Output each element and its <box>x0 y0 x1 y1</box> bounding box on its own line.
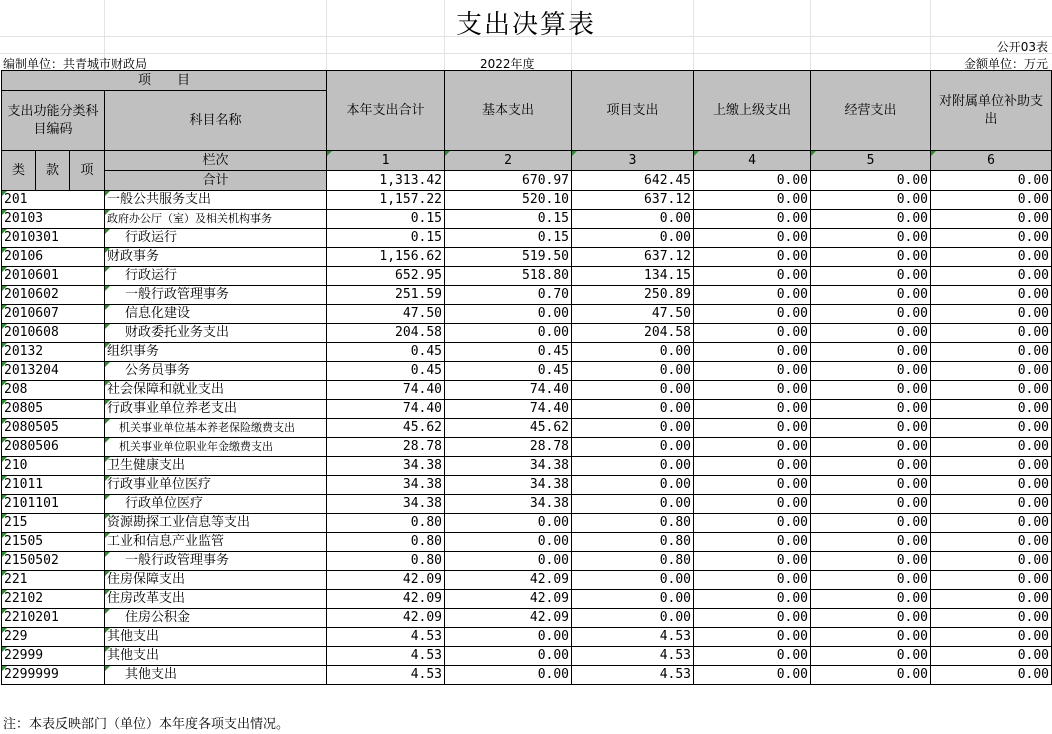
function-code-cell: 2010608 <box>2 324 105 343</box>
amount-cell: 1,157.22 <box>327 191 445 210</box>
amount-cell: 0.00 <box>811 191 931 210</box>
total-value: 1,313.42 <box>327 171 445 191</box>
form-code: 公开03表 <box>996 40 1048 54</box>
amount-cell: 42.09 <box>445 590 572 609</box>
header-col-project: 项目支出 <box>572 71 694 151</box>
table-row <box>2 571 1052 590</box>
column-number: 1 <box>327 151 445 171</box>
function-code-cell: 20805 <box>2 400 105 419</box>
table-row <box>2 419 1052 438</box>
amount-cell: 0.00 <box>694 229 811 248</box>
amount-cell: 0.45 <box>445 343 572 362</box>
amount-cell: 28.78 <box>327 438 445 457</box>
amount-cell: 0.00 <box>572 457 694 476</box>
table-row <box>2 590 1052 609</box>
function-code-cell: 22999 <box>2 647 105 666</box>
amount-cell: 0.00 <box>694 419 811 438</box>
amount-cell: 0.00 <box>694 267 811 286</box>
table-row <box>2 400 1052 419</box>
amount-cell: 0.00 <box>694 609 811 628</box>
total-value: 642.45 <box>572 171 694 191</box>
fiscal-year: 2022年度 <box>480 57 535 71</box>
amount-cell: 4.53 <box>572 666 694 685</box>
subject-name-cell: 住房改革支出 <box>105 590 327 609</box>
amount-cell: 0.00 <box>931 191 1052 210</box>
amount-cell: 0.00 <box>694 343 811 362</box>
table-row <box>2 324 1052 343</box>
amount-cell: 0.00 <box>811 514 931 533</box>
header-func-code: 支出功能分类科目编码 <box>2 91 105 151</box>
amount-cell: 0.00 <box>811 571 931 590</box>
amount-cell: 0.00 <box>931 609 1052 628</box>
amount-cell: 637.12 <box>572 248 694 267</box>
subject-name-cell: 一般行政管理事务 <box>105 286 327 305</box>
table-row <box>2 286 1052 305</box>
function-code-cell: 2150502 <box>2 552 105 571</box>
amount-cell: 0.00 <box>572 495 694 514</box>
subject-name-cell: 其他支出 <box>105 647 327 666</box>
amount-cell: 0.00 <box>811 362 931 381</box>
amount-cell: 0.00 <box>445 305 572 324</box>
table-body <box>2 191 1052 685</box>
function-code-cell: 2010602 <box>2 286 105 305</box>
subject-name-cell: 信息化建设 <box>105 305 327 324</box>
amount-cell: 0.00 <box>811 609 931 628</box>
amount-cell: 74.40 <box>327 400 445 419</box>
function-code-cell: 2010607 <box>2 305 105 324</box>
amount-cell: 0.00 <box>811 229 931 248</box>
subject-name-cell: 公务员事务 <box>105 362 327 381</box>
amount-cell: 0.00 <box>694 191 811 210</box>
amount-cell: 42.09 <box>327 571 445 590</box>
header-project: 项 目 <box>2 71 327 91</box>
amount-cell: 0.00 <box>811 381 931 400</box>
amount-cell: 0.00 <box>694 514 811 533</box>
function-code-cell: 215 <box>2 514 105 533</box>
function-code-cell: 20132 <box>2 343 105 362</box>
amount-cell: 0.45 <box>445 362 572 381</box>
amount-cell: 0.00 <box>694 628 811 647</box>
amount-cell: 0.00 <box>445 514 572 533</box>
amount-cell: 34.38 <box>445 476 572 495</box>
amount-cell: 47.50 <box>572 305 694 324</box>
amount-cell: 0.00 <box>694 552 811 571</box>
amount-cell: 0.00 <box>572 210 694 229</box>
total-value: 670.97 <box>445 171 572 191</box>
subject-name-cell: 机关事业单位职业年金缴费支出 <box>105 438 327 457</box>
amount-cell: 0.00 <box>931 571 1052 590</box>
page-title: 支出决算表 <box>455 10 596 40</box>
amount-cell: 4.53 <box>327 666 445 685</box>
header-col-subsidy: 对附属单位补助支出 <box>931 71 1052 151</box>
amount-cell: 0.00 <box>931 381 1052 400</box>
total-label: 合计 <box>105 171 327 191</box>
column-number: 2 <box>445 151 572 171</box>
amount-cell: 34.38 <box>445 457 572 476</box>
header-col-basic: 基本支出 <box>445 71 572 151</box>
function-code-cell: 221 <box>2 571 105 590</box>
table-row <box>2 191 1052 210</box>
amount-cell: 0.00 <box>811 457 931 476</box>
footnote: 注：本表反映部门（单位）本年度各项支出情况。 <box>3 717 290 732</box>
header-subject-name: 科目名称 <box>105 91 327 151</box>
amount-cell: 637.12 <box>572 191 694 210</box>
amount-cell: 74.40 <box>327 381 445 400</box>
amount-cell: 519.50 <box>445 248 572 267</box>
amount-cell: 0.00 <box>931 590 1052 609</box>
amount-cell: 0.00 <box>811 495 931 514</box>
subject-name-cell: 住房公积金 <box>105 609 327 628</box>
header-col-operation: 经营支出 <box>811 71 931 151</box>
amount-cell: 0.00 <box>931 400 1052 419</box>
table-row <box>2 210 1052 229</box>
amount-cell: 0.00 <box>572 400 694 419</box>
amount-cell: 0.00 <box>811 533 931 552</box>
amount-cell: 0.00 <box>694 305 811 324</box>
amount-cell: 0.00 <box>811 305 931 324</box>
amount-cell: 0.70 <box>445 286 572 305</box>
subject-name-cell: 卫生健康支出 <box>105 457 327 476</box>
amount-cell: 0.00 <box>931 438 1052 457</box>
amount-cell: 0.00 <box>931 514 1052 533</box>
amount-cell: 0.00 <box>811 267 931 286</box>
function-code-cell: 2299999 <box>2 666 105 685</box>
table-row <box>2 609 1052 628</box>
subject-name-cell: 财政委托业务支出 <box>105 324 327 343</box>
table-row <box>2 267 1052 286</box>
compiling-unit: 编制单位：共青城市财政局 <box>3 57 148 71</box>
function-code-cell: 201 <box>2 191 105 210</box>
amount-cell: 0.00 <box>572 571 694 590</box>
table-row <box>2 666 1052 685</box>
header-lanci: 栏次 <box>105 151 327 171</box>
amount-cell: 0.00 <box>811 590 931 609</box>
table-row <box>2 533 1052 552</box>
amount-cell: 0.00 <box>694 286 811 305</box>
function-code-cell: 22102 <box>2 590 105 609</box>
function-code-cell: 2010601 <box>2 267 105 286</box>
table-row <box>2 381 1052 400</box>
amount-cell: 0.00 <box>811 210 931 229</box>
amount-cell: 0.80 <box>572 514 694 533</box>
amount-cell: 0.00 <box>931 362 1052 381</box>
amount-cell: 0.00 <box>694 400 811 419</box>
function-code-cell: 20106 <box>2 248 105 267</box>
amount-cell: 0.00 <box>931 324 1052 343</box>
subject-name-cell: 政府办公厅（室）及相关机构事务 <box>105 210 327 229</box>
amount-cell: 0.00 <box>694 438 811 457</box>
amount-cell: 0.00 <box>931 267 1052 286</box>
amount-cell: 0.00 <box>694 647 811 666</box>
function-code-cell: 229 <box>2 628 105 647</box>
amount-cell: 42.09 <box>327 609 445 628</box>
amount-cell: 520.10 <box>445 191 572 210</box>
function-code-cell: 20103 <box>2 210 105 229</box>
expenditure-table <box>1 70 1052 685</box>
amount-cell: 0.00 <box>931 533 1052 552</box>
subject-name-cell: 资源勘探工业信息等支出 <box>105 514 327 533</box>
amount-cell: 4.53 <box>572 647 694 666</box>
header-col-remit: 上缴上级支出 <box>694 71 811 151</box>
function-code-cell: 21011 <box>2 476 105 495</box>
amount-cell: 0.00 <box>694 571 811 590</box>
amount-cell: 45.62 <box>445 419 572 438</box>
amount-cell: 4.53 <box>572 628 694 647</box>
table-row <box>2 647 1052 666</box>
amount-cell: 0.00 <box>694 666 811 685</box>
amount-cell: 0.00 <box>572 229 694 248</box>
amount-cell: 0.00 <box>445 552 572 571</box>
amount-cell: 250.89 <box>572 286 694 305</box>
amount-cell: 0.00 <box>811 343 931 362</box>
table-row <box>2 552 1052 571</box>
amount-cell: 42.09 <box>327 590 445 609</box>
subject-name-cell: 行政运行 <box>105 267 327 286</box>
subject-name-cell: 一般行政管理事务 <box>105 552 327 571</box>
subject-name-cell: 其他支出 <box>105 666 327 685</box>
header-xiang: 项 <box>70 151 105 191</box>
amount-cell: 0.00 <box>931 210 1052 229</box>
amount-cell: 0.00 <box>931 305 1052 324</box>
amount-cell: 0.00 <box>811 324 931 343</box>
amount-cell: 0.00 <box>931 666 1052 685</box>
function-code-cell: 2013204 <box>2 362 105 381</box>
amount-cell: 0.00 <box>811 628 931 647</box>
amount-cell: 74.40 <box>445 381 572 400</box>
table-row <box>2 476 1052 495</box>
amount-cell: 42.09 <box>445 571 572 590</box>
function-code-cell: 2010301 <box>2 229 105 248</box>
table-row <box>2 457 1052 476</box>
column-number: 3 <box>572 151 694 171</box>
amount-cell: 34.38 <box>327 457 445 476</box>
function-code-cell: 2101101 <box>2 495 105 514</box>
amount-cell: 0.00 <box>572 343 694 362</box>
amount-cell: 74.40 <box>445 400 572 419</box>
subject-name-cell: 工业和信息产业监管 <box>105 533 327 552</box>
amount-cell: 0.00 <box>931 229 1052 248</box>
subject-name-cell: 其他支出 <box>105 628 327 647</box>
amount-cell: 0.00 <box>572 590 694 609</box>
amount-cell: 0.00 <box>931 647 1052 666</box>
amount-cell: 0.00 <box>445 647 572 666</box>
amount-cell: 0.00 <box>694 248 811 267</box>
amount-cell: 0.00 <box>811 552 931 571</box>
amount-cell: 0.00 <box>572 609 694 628</box>
subject-name-cell: 行政单位医疗 <box>105 495 327 514</box>
amount-cell: 0.80 <box>327 552 445 571</box>
column-number: 5 <box>811 151 931 171</box>
function-code-cell: 2080505 <box>2 419 105 438</box>
subject-name-cell: 一般公共服务支出 <box>105 191 327 210</box>
table-row <box>2 343 1052 362</box>
amount-cell: 0.00 <box>931 552 1052 571</box>
subject-name-cell: 财政事务 <box>105 248 327 267</box>
amount-cell: 0.45 <box>327 343 445 362</box>
amount-cell: 0.00 <box>694 476 811 495</box>
amount-cell: 0.15 <box>327 229 445 248</box>
amount-cell: 0.00 <box>694 324 811 343</box>
table-row <box>2 229 1052 248</box>
column-number: 4 <box>694 151 811 171</box>
table-row <box>2 248 1052 267</box>
amount-cell: 0.15 <box>327 210 445 229</box>
table-row <box>2 362 1052 381</box>
amount-cell: 652.95 <box>327 267 445 286</box>
amount-cell: 0.00 <box>931 495 1052 514</box>
function-code-cell: 208 <box>2 381 105 400</box>
amount-cell: 0.00 <box>572 419 694 438</box>
header-kuan: 款 <box>36 151 70 191</box>
amount-cell: 0.00 <box>931 286 1052 305</box>
amount-cell: 0.45 <box>327 362 445 381</box>
amount-cell: 0.00 <box>931 628 1052 647</box>
amount-cell: 0.00 <box>694 210 811 229</box>
amount-cell: 0.15 <box>445 210 572 229</box>
amount-cell: 0.00 <box>931 248 1052 267</box>
amount-cell: 134.15 <box>572 267 694 286</box>
total-value: 0.00 <box>811 171 931 191</box>
amount-cell: 34.38 <box>327 476 445 495</box>
amount-cell: 0.00 <box>694 457 811 476</box>
subject-name-cell: 行政运行 <box>105 229 327 248</box>
amount-cell: 0.00 <box>572 438 694 457</box>
amount-cell: 0.80 <box>572 533 694 552</box>
amount-cell: 0.00 <box>811 286 931 305</box>
amount-unit: 金额单位：万元 <box>963 57 1048 71</box>
amount-cell: 0.00 <box>931 419 1052 438</box>
amount-cell: 0.00 <box>931 343 1052 362</box>
amount-cell: 0.00 <box>931 457 1052 476</box>
amount-cell: 204.58 <box>572 324 694 343</box>
table-row <box>2 628 1052 647</box>
amount-cell: 0.00 <box>572 476 694 495</box>
amount-cell: 1,156.62 <box>327 248 445 267</box>
subject-name-cell: 社会保障和就业支出 <box>105 381 327 400</box>
subject-name-cell: 组织事务 <box>105 343 327 362</box>
amount-cell: 42.09 <box>445 609 572 628</box>
table-row <box>2 438 1052 457</box>
amount-cell: 0.00 <box>572 362 694 381</box>
table-row <box>2 305 1052 324</box>
amount-cell: 0.80 <box>327 514 445 533</box>
amount-cell: 0.00 <box>694 495 811 514</box>
amount-cell: 251.59 <box>327 286 445 305</box>
amount-cell: 0.00 <box>572 381 694 400</box>
amount-cell: 0.00 <box>811 647 931 666</box>
function-code-cell: 2080506 <box>2 438 105 457</box>
amount-cell: 34.38 <box>327 495 445 514</box>
function-code-cell: 2210201 <box>2 609 105 628</box>
amount-cell: 0.00 <box>811 400 931 419</box>
amount-cell: 0.80 <box>327 533 445 552</box>
amount-cell: 0.00 <box>694 381 811 400</box>
amount-cell: 0.00 <box>811 666 931 685</box>
amount-cell: 28.78 <box>445 438 572 457</box>
table-row <box>2 495 1052 514</box>
amount-cell: 0.00 <box>811 419 931 438</box>
amount-cell: 0.00 <box>811 476 931 495</box>
subject-name-cell: 住房保障支出 <box>105 571 327 590</box>
function-code-cell: 210 <box>2 457 105 476</box>
amount-cell: 0.00 <box>811 438 931 457</box>
header-lei: 类 <box>2 151 36 191</box>
amount-cell: 4.53 <box>327 647 445 666</box>
amount-cell: 45.62 <box>327 419 445 438</box>
table-row <box>2 514 1052 533</box>
amount-cell: 204.58 <box>327 324 445 343</box>
amount-cell: 0.00 <box>811 248 931 267</box>
amount-cell: 0.80 <box>572 552 694 571</box>
amount-cell: 0.00 <box>445 666 572 685</box>
column-number: 6 <box>931 151 1052 171</box>
function-code-cell: 21505 <box>2 533 105 552</box>
amount-cell: 0.00 <box>445 628 572 647</box>
total-value: 0.00 <box>694 171 811 191</box>
amount-cell: 0.00 <box>445 533 572 552</box>
subject-name-cell: 行政事业单位医疗 <box>105 476 327 495</box>
amount-cell: 0.00 <box>694 362 811 381</box>
subject-name-cell: 机关事业单位基本养老保险缴费支出 <box>105 419 327 438</box>
amount-cell: 0.00 <box>445 324 572 343</box>
amount-cell: 47.50 <box>327 305 445 324</box>
amount-cell: 0.00 <box>931 476 1052 495</box>
amount-cell: 0.00 <box>694 533 811 552</box>
amount-cell: 4.53 <box>327 628 445 647</box>
amount-cell: 518.80 <box>445 267 572 286</box>
amount-cell: 34.38 <box>445 495 572 514</box>
amount-cell: 0.15 <box>445 229 572 248</box>
subject-name-cell: 行政事业单位养老支出 <box>105 400 327 419</box>
total-value: 0.00 <box>931 171 1052 191</box>
header-col-total: 本年支出合计 <box>327 71 445 151</box>
amount-cell: 0.00 <box>694 590 811 609</box>
